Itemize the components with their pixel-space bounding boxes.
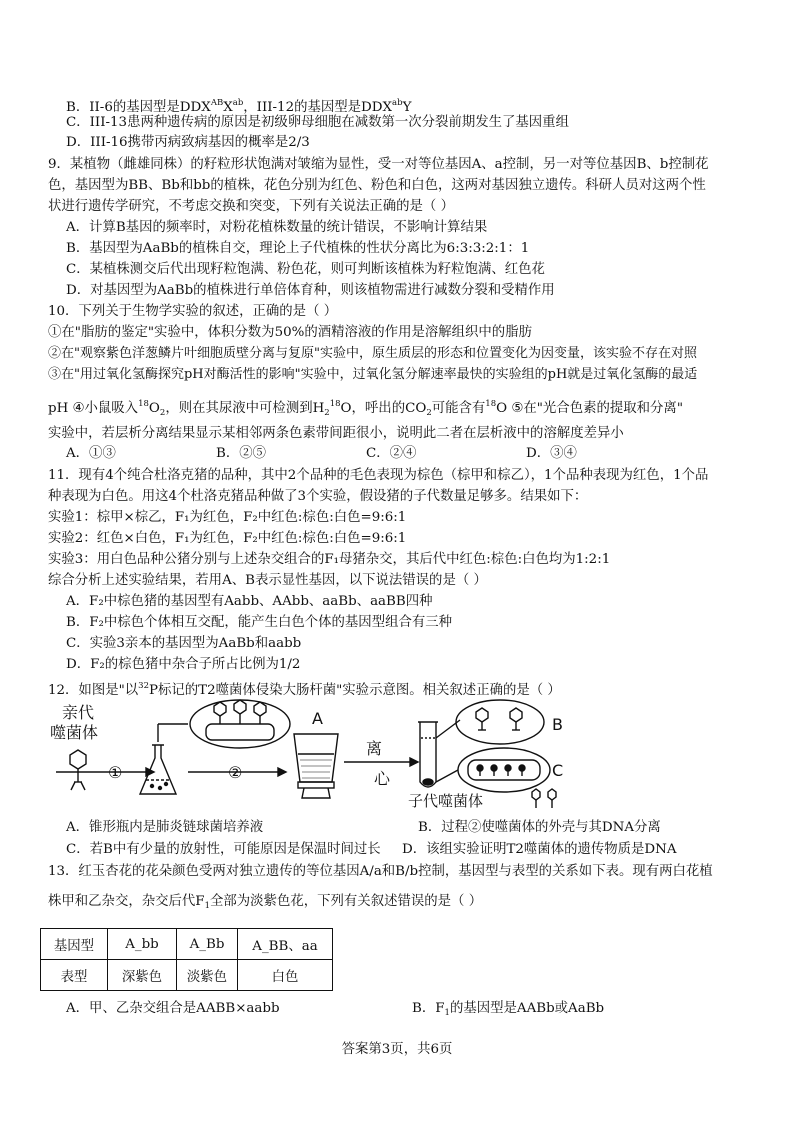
table-cell: A_bb xyxy=(108,929,177,960)
q9-option-c: C．某植株测交后代出现籽粒饱满、粉色花，则可判断该植株为籽粒饱满、红色花 xyxy=(66,262,545,277)
supernatant-bubble xyxy=(456,700,544,744)
q11-experiment-1: 实验1：棕甲×棕乙，F₁为红色，F₂中红色:棕色:白色=9:6:1 xyxy=(48,510,407,525)
q9-stem-line1: 9．某植物（雌雄同株）的籽粒形状饱满对皱缩为显性，受一对等位基因A、a控制，另一对等位基因B、b控制花 xyxy=(48,157,709,172)
q10-options xyxy=(66,444,577,464)
q10-option-b: B．②⑤ xyxy=(216,446,267,461)
table-cell: 基因型 xyxy=(41,929,108,960)
infected-bacteria-bubble xyxy=(190,700,290,748)
page-footer: 答案第3页，共6页 xyxy=(341,1042,453,1057)
q8-option-d: D．III-16携带丙病致病基因的概率是2/3 xyxy=(66,135,310,150)
q11-option-c: C．实验3亲本的基因型为AaBb和aabb xyxy=(66,636,302,651)
q13-option-b: B．$F_1$的基因型是AABb或AaBb xyxy=(412,1001,605,1018)
q9-option-b: B．基因型为AaBb的植株自交，理论上子代植株的性状分离比为6:3:3:2:1：1 xyxy=(66,241,530,256)
label-a: A xyxy=(312,709,323,728)
q10-option-c: C．②④ xyxy=(366,446,417,461)
q10-statement-1: ①在"脂肪的鉴定"实验中，体积分数为50%的酒精溶液的作用是溶解组织中的脂肪 xyxy=(48,325,532,340)
q8-option-b: B．II-6的基因型是$DDX^{AB}X^{ab}$，III-12的基因型是$DDX^{ab}Y$ xyxy=(66,98,412,115)
table-row xyxy=(41,960,333,991)
q9-option-a: A．计算B基因的频率时，对粉花植株数量的统计错误，不影响计算结果 xyxy=(66,220,488,235)
table-cell: 深紫色 xyxy=(108,960,177,991)
table-cell: A_Bb xyxy=(177,929,238,960)
q13-stem-line2: 株甲和乙杂交，杂交后代$F_1$全部为淡紫色花，下列有关叙述错误的是（ ） xyxy=(48,894,483,911)
label-c: C xyxy=(552,761,564,780)
q10-statement-4: pH ④小鼠吸入$^{18}O_2$，则在其尿液中可检测到$H_2^{18}O$，呼出的$CO_2$可能含有$^{18}$O ⑤在"光合色素的提取和分离" xyxy=(48,399,683,418)
step-1-label: ① xyxy=(108,763,123,782)
q11-experiment-2: 实验2：红色×白色，F₁为红色，F₂中红色:棕色:白色=9:6:1 xyxy=(48,531,407,546)
q11-stem-line2: 种表现为白色。用这4个杜洛克猪品种做了3个实验，假设猪的子代数量足够多。结果如下： xyxy=(48,489,588,504)
q8-option-c: C．III-13患两种遗传病的原因是初级卵母细胞在减数第一次分裂前期发生了基因重组 xyxy=(66,115,569,130)
parent-phage-label-2: 噬菌体 xyxy=(50,723,99,742)
q10-statement-5: 实验中，若层析分离结果显示某相邻两条色素带间距很小，说明此二者在层析液中的溶解度差异小 xyxy=(48,426,624,441)
q9-stem-line3: 状进行遗传学研究，不考虑交换和突变，下列有关说法正确的是（ ） xyxy=(48,199,454,214)
genotype-phenotype-table xyxy=(40,928,333,991)
q11-option-d: D．F₂的棕色猪中杂合子所占比例为1/2 xyxy=(66,657,301,672)
offspring-phage-label: 子代噬菌体 xyxy=(408,792,484,810)
q9-stem-line2: 色，基因型为BB、Bb和bb的植株，花色分别为红色、粉色和白色，这两对基因独立遗传。科研人员对这两个性 xyxy=(48,178,706,193)
q13-options-row1 xyxy=(66,999,786,1019)
table-row xyxy=(41,929,333,960)
test-tube-icon xyxy=(418,722,438,787)
phage-experiment-figure xyxy=(48,698,588,810)
q11-option-a: A．F₂中棕色猪的基因型有Aabb、AAbb、aaBb、aaBB四种 xyxy=(66,594,433,609)
q12-option-a: A．锥形瓶内是肺炎链球菌培养液 xyxy=(66,820,264,835)
blender-icon xyxy=(294,734,338,798)
q10-option-d: D．③④ xyxy=(526,446,577,461)
q12-options-row2 xyxy=(66,840,786,860)
parent-phage-label-1: 亲代 xyxy=(62,703,95,722)
q10-stem: 10．下列关于生物学实验的叙述，正确的是（ ） xyxy=(48,304,338,319)
label-b: B xyxy=(552,715,563,734)
q12-option-d: D．该组实验证明T2噬菌体的遗传物质是DNA xyxy=(402,842,677,857)
step-2-label: ② xyxy=(228,763,243,782)
q12-options-row1 xyxy=(66,818,786,838)
q11-stem-line1: 11．现有4个纯合杜洛克猪的品种，其中2个品种的毛色表现为棕色（棕甲和棕乙），1个品种表现为红色，1个品 xyxy=(48,468,709,483)
q12-option-c: C．若B中有少量的放射性，可能原因是保温时间过长 xyxy=(66,842,381,857)
table-cell: 白色 xyxy=(238,960,333,991)
q11-experiment-3: 实验3：用白色品种公猪分别与上述杂交组合的F₁母猪杂交，其后代中红色:棕色:白色均为1:2:1 xyxy=(48,552,611,567)
q13-stem-line1: 13．红玉杏花的花朵颜色受两对独立遗传的等位基因A/a和B/b控制，基因型与表型的关系如下表。现有两白花植 xyxy=(48,864,713,879)
q12-stem: 12．如图是"以$^{32}$P标记的T2噬菌体侵染大肠杆菌"实验示意图。相关叙述正确的是（ ） xyxy=(48,681,561,698)
centrifuge-label-1: 离 xyxy=(366,739,383,758)
q10-option-a: A．①③ xyxy=(66,446,116,461)
parent-phage-icon xyxy=(70,750,86,790)
offspring-phage-icons xyxy=(532,789,556,808)
q9-option-d: D．对基因型为AaBb的植株进行单倍体育种，则该植物需进行减数分裂和受精作用 xyxy=(66,283,555,298)
table-cell: 淡紫色 xyxy=(177,960,238,991)
centrifuge-label-2: 心 xyxy=(374,769,391,788)
q11-question: 综合分析上述实验结果，若用A、B表示显性基因，以下说法错误的是（ ） xyxy=(48,573,487,588)
q11-option-b: B．F₂中棕色个体相互交配，能产生白色个体的基因型组合有三种 xyxy=(66,615,453,630)
sediment-bubble xyxy=(458,748,550,792)
table-cell: A_BB、aa xyxy=(238,929,333,960)
q13-option-a: A．甲、乙杂交组合是AABB×aabb xyxy=(66,1001,280,1016)
q10-statement-3: ③在"用过氧化氢酶探究pH对酶活性的影响"实验中，过氧化氢分解速率最快的实验组的pH就是过氧化氢酶的最适 xyxy=(48,367,698,382)
table-cell: 表型 xyxy=(41,960,108,991)
q10-statement-2: ②在"观察紫色洋葱鳞片叶细胞质壁分离与复原"实验中，原生质层的形态和位置变化为因变量，该实验不存在对照 xyxy=(48,346,697,361)
q12-option-b: B．过程②使噬菌体的外壳与其DNA分离 xyxy=(418,820,661,835)
